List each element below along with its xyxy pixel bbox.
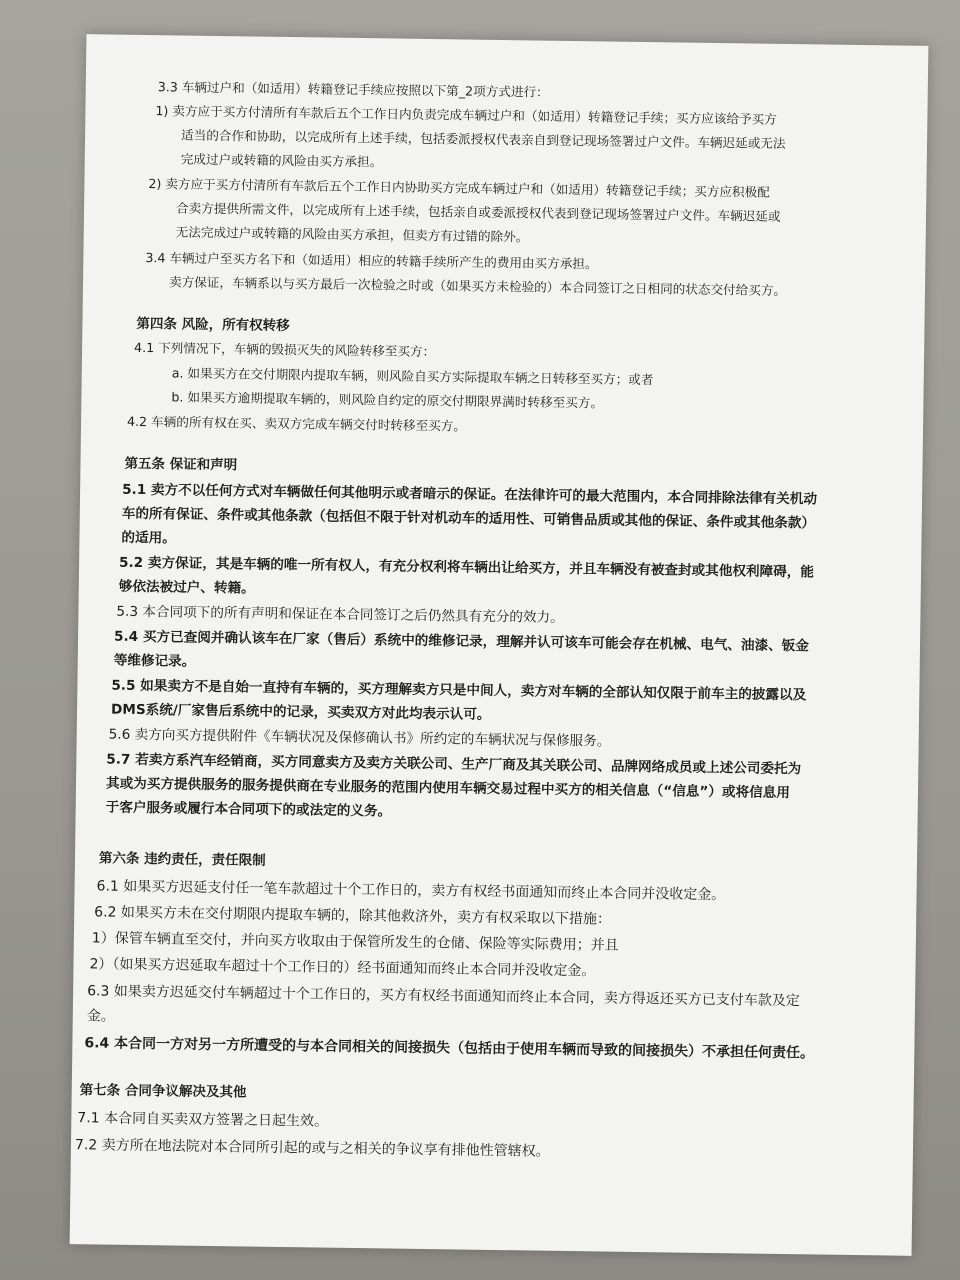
clause-3-3-option-1-line-2: 适当的合作和协助，以完成所有上述手续，包括委派授权代表亲自到登记现场签署过户文件。车辆迟延或无法	[180, 127, 786, 151]
clause-4-1-a: a. 如果买方在交付期限内提取车辆，则风险自买方实际提取车辆之日转移至买方；或者	[171, 365, 654, 388]
clause-6-3-line-1: 6.3 如果卖方迟延交付车辆超过十个工作日的，买方有权经书面通知而终止本合同，卖方得返还买方已支付车款及定	[87, 983, 800, 1010]
clause-3-3: 3.3 车辆过户和（如适用）转籍登记手续应按照以下第_2项方式进行：	[157, 79, 549, 100]
clause-5-4-line-2: 等维修记录。	[113, 652, 196, 670]
clause-5-4-line-1: 5.4 买方已查阅并确认该车在厂家（售后）系统中的维修记录，理解并认可该车可能会存在机械、电气、油漆、钣金	[113, 628, 810, 655]
clause-6-1: 6.1 如果买方迟延支付任一笔车款超过十个工作日的，卖方有权经书面通知而终止本合同并没收定金。	[96, 878, 726, 904]
clause-5-1-line-2: 车的所有保证、条件或其他条款（包括但不限于针对机动车的适用性、可销售品质或其他的保证、条件或其他条款）	[121, 505, 816, 532]
clause-5-2-line-2: 够依法被过户、转籍。	[118, 578, 255, 597]
clause-3-3-option-2-line-2: 合卖方提供所需文件，以完成所有上述手续，包括亲自或委派授权代表到登记现场签署过户文件。车辆迟延或	[175, 200, 781, 224]
contract-page	[70, 34, 929, 1256]
clause-6-2: 6.2 如果买方未在交付期限内提取车辆的，除其他救济外，卖方有权采取以下措施：	[94, 904, 612, 928]
clause-5-5-line-2: DMS系统/厂家售后系统中的记录，买卖双方对此均表示认可。	[110, 701, 491, 723]
clause-4-1: 4.1 下列情况下，车辆的毁损灭失的风险转移至买方：	[134, 339, 436, 360]
clause-7-1: 7.1 本合同自买卖双方签署之日起生效。	[77, 1110, 329, 1130]
clause-5-7-line-3: 于客户服务或履行本合同项下的或法定的义务。	[105, 799, 392, 820]
clause-6-2-measure-2: 2）（如果买方迟延取车超过十个工作日的）经书面通知而终止本合同并没收定金。	[89, 956, 596, 980]
clause-3-4-line-1: 3.4 车辆过户至买方名下和（如适用）相应的转籍手续所产生的费用由买方承担。	[145, 250, 598, 272]
clause-5-1-line-3: 的适用。	[121, 529, 176, 547]
clause-6-3-line-2: 金。	[86, 1008, 115, 1025]
clause-5-1-line-1: 5.1 卖方不以任何方式对车辆做任何其他明示或者暗示的保证。在法律许可的最大范围内，本合同排除法律有关机动	[122, 481, 818, 508]
clause-3-3-option-1-line-3: 完成过户或转籍的风险由买方承担。	[180, 151, 383, 170]
clause-3-4-line-2: 卖方保证，车辆系以与买方最后一次检验之时或（如果买方未检验的）本合同签订之日相同的状态交付给买方。	[168, 274, 787, 298]
clause-7-2: 7.2 卖方所在地法院对本合同所引起的或与之相关的争议享有排他性管辖权。	[74, 1137, 550, 1160]
article-7-title: 第七条 合同争议解决及其他	[79, 1082, 247, 1101]
clause-3-3-option-2-line-3: 无法完成过户或转籍的风险由买方承担，但卖方有过错的除外。	[175, 224, 529, 245]
clause-4-2: 4.2 车辆的所有权在买、卖双方完成车辆交付时转移至买方。	[126, 413, 467, 434]
clause-5-2-line-1: 5.2 卖方保证，其是车辆的唯一所有权人，有充分权利将车辆出让给买方，并且车辆没有被查封或其他权利障碍，能	[119, 554, 815, 581]
clause-3-3-option-1-line-1: 1) 卖方应于买方付清所有车款后五个工作日内负责完成车辆过户和（如适用）转籍登记手续；买方应该给予买方	[155, 103, 777, 127]
clause-5-6: 5.6 卖方向买方提供附件《车辆状况及保修确认书》所约定的车辆状况与保修服务。	[108, 726, 611, 750]
article-4-title: 第四条 风险，所有权转移	[136, 315, 290, 335]
clause-3-3-option-2-line-1: 2) 卖方应于买方付清所有车款后五个工作日内协助买方完成车辆过户和（如适用）转籍登记手续；买方应积极配	[148, 176, 770, 200]
article-5-title: 第五条 保证和声明	[124, 455, 238, 474]
article-6-title: 第六条 违约责任，责任限制	[98, 850, 266, 869]
clause-5-7-line-2: 其或为买方提供服务的服务提供商在专业服务的范围内使用车辆交易过程中买方的相关信息（“信息”）或将信息用	[105, 775, 791, 802]
clause-5-5-line-1: 5.5 如果卖方不是自始一直持有车辆的，买方理解卖方只是中间人，卖方对车辆的全部认知仅限于前车主的披露以及	[111, 677, 807, 704]
clause-6-2-measure-1: 1）保管车辆直至交付，并向买方收取由于保管所发生的仓储、保险等实际费用；并且	[91, 930, 619, 954]
clause-5-3: 5.3 本合同项下的所有声明和保证在本合同签订之后仍然具有充分的效力。	[116, 603, 564, 626]
clause-4-1-b: b. 如果买方逾期提取车辆的，则风险自约定的原交付期限界满时转移至买方。	[171, 389, 604, 411]
clause-5-7-line-1: 5.7 若卖方系汽车经销商，买方同意卖方及卖方关联公司、生产厂商及其关联公司、品牌网络成员或上述公司委托为	[106, 751, 802, 778]
clause-6-4: 6.4 本合同一方对另一方所遭受的与本合同相关的间接损失（包括由于使用车辆而导致的间接损失）不承担任何责任。	[84, 1035, 815, 1062]
